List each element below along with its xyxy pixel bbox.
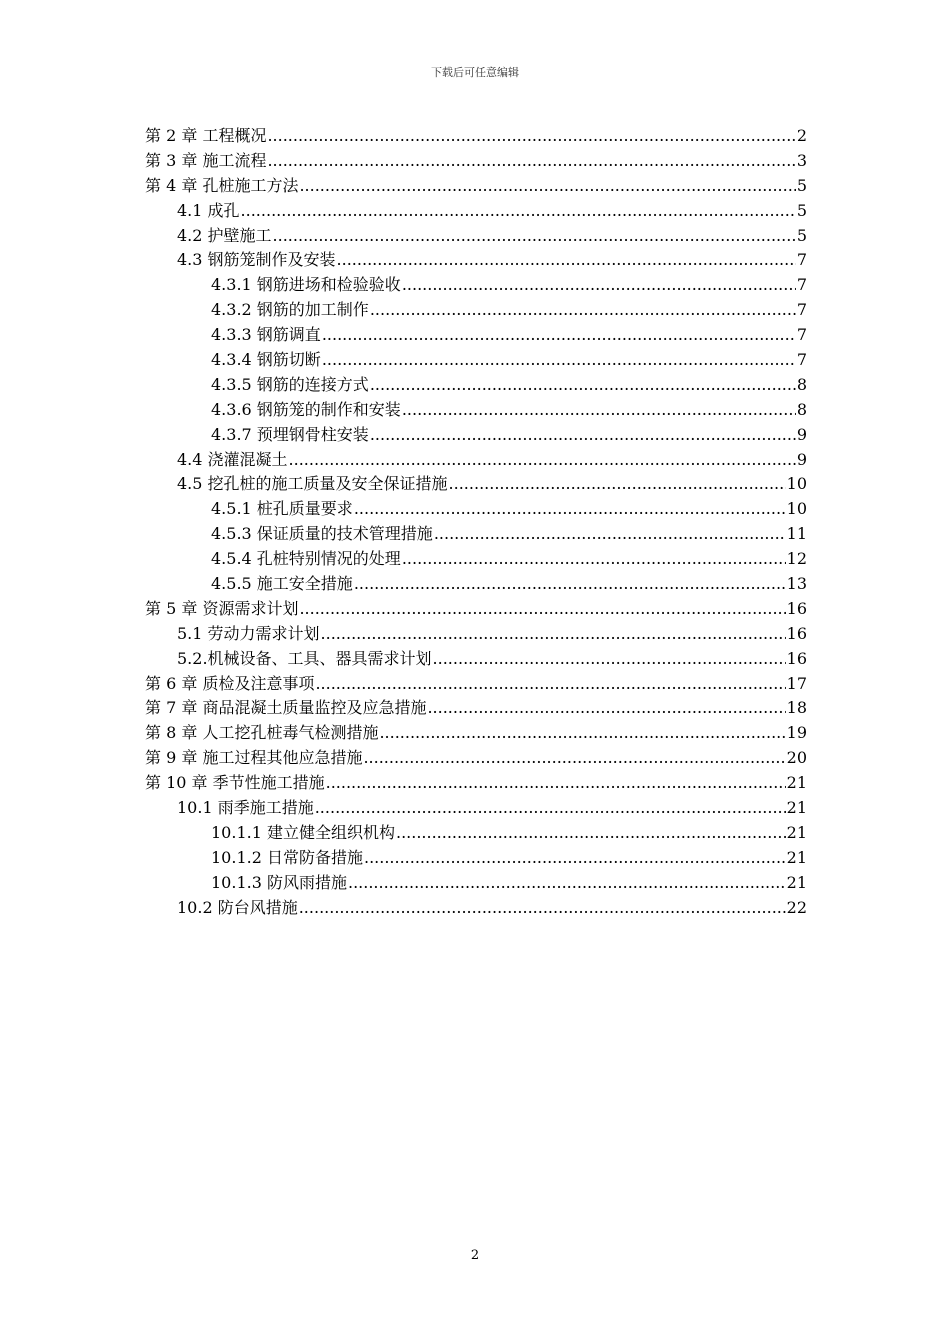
toc-entry[interactable] <box>145 821 807 846</box>
toc-entry-page: 21 <box>786 773 807 793</box>
toc-entry-page: 16 <box>786 648 807 668</box>
toc-leader-dots <box>402 547 786 572</box>
toc-leader-dots <box>370 373 796 398</box>
toc-entry[interactable] <box>145 298 807 323</box>
toc-leader-dots <box>370 298 796 323</box>
toc-entry-page: 21 <box>786 798 807 818</box>
toc-entry-title: 4.3 钢筋笼制作及安装 <box>177 250 336 270</box>
toc-entry-title: 4.5.4 孔桩特别情况的处理 <box>211 549 401 569</box>
toc-entry-title: 第 9 章 施工过程其他应急措施 <box>145 748 363 768</box>
toc-entry-page: 10 <box>786 474 807 494</box>
toc-entry[interactable] <box>145 199 807 224</box>
toc-leader-dots <box>348 871 786 896</box>
toc-leader-dots <box>241 199 796 224</box>
toc-leader-dots <box>315 672 785 697</box>
toc-entry-page: 10 <box>786 499 807 519</box>
toc-entry[interactable] <box>145 771 807 796</box>
toc-entry[interactable] <box>145 174 807 199</box>
toc-entry-page: 9 <box>796 449 807 469</box>
toc-entry[interactable] <box>145 323 807 348</box>
toc-entry[interactable] <box>145 472 807 497</box>
toc-entry[interactable] <box>145 896 807 921</box>
toc-entry-page: 7 <box>796 250 807 270</box>
toc-leader-dots <box>433 647 786 672</box>
toc-entry-title: 第 6 章 质检及注意事项 <box>145 673 315 693</box>
toc-leader-dots <box>363 746 785 771</box>
toc-entry-page: 7 <box>796 300 807 320</box>
toc-entry-title: 10.1.2 日常防备措施 <box>211 847 363 867</box>
toc-entry-title: 第 3 章 施工流程 <box>145 150 267 170</box>
toc-entry-title: 第 4 章 孔桩施工方法 <box>145 175 299 195</box>
toc-entry-page: 11 <box>786 524 807 544</box>
toc-leader-dots <box>326 771 786 796</box>
toc-leader-dots <box>315 796 786 821</box>
toc-entry-title: 4.3.3 钢筋调直 <box>211 325 321 345</box>
toc-entry[interactable] <box>145 672 807 697</box>
toc-entry-page: 21 <box>786 872 807 892</box>
toc-entry[interactable] <box>145 846 807 871</box>
toc-leader-dots <box>299 597 785 622</box>
toc-leader-dots <box>354 572 786 597</box>
toc-entry[interactable] <box>145 572 807 597</box>
toc-entry-title: 第 5 章 资源需求计划 <box>145 598 299 618</box>
toc-entry-page: 13 <box>786 574 807 594</box>
toc-entry-title: 4.3.1 钢筋进场和检验验收 <box>211 275 401 295</box>
toc-leader-dots <box>299 174 795 199</box>
toc-entry-page: 7 <box>796 275 807 295</box>
page-header: 下载后可任意编辑 <box>431 66 519 79</box>
toc-entry[interactable] <box>145 796 807 821</box>
toc-entry-page: 3 <box>796 150 807 170</box>
toc-entry-title: 4.1 成孔 <box>177 200 240 220</box>
toc-entry[interactable] <box>145 149 807 174</box>
toc-entry-title: 4.5 挖孔桩的施工质量及安全保证措施 <box>177 474 448 494</box>
toc-entry-title: 第 7 章 商品混凝土质量监控及应急措施 <box>145 698 427 718</box>
toc-entry[interactable] <box>145 721 807 746</box>
toc-entry[interactable] <box>145 746 807 771</box>
toc-leader-dots <box>354 497 786 522</box>
toc-entry-page: 8 <box>796 374 807 394</box>
toc-entry[interactable] <box>145 448 807 473</box>
toc-entry-title: 第 2 章 工程概况 <box>145 126 267 145</box>
toc-entry[interactable] <box>145 871 807 896</box>
toc-entry-page: 18 <box>786 698 807 718</box>
toc-entry-page: 9 <box>796 424 807 444</box>
toc-leader-dots <box>299 896 786 921</box>
toc-entry-title: 10.2 防台风措施 <box>177 897 298 917</box>
table-of-contents <box>145 124 807 921</box>
toc-leader-dots <box>434 522 786 547</box>
toc-leader-dots <box>402 398 796 423</box>
page-number: 2 <box>470 1248 480 1263</box>
toc-entry-title: 4.3.7 预埋钢骨柱安装 <box>211 424 369 444</box>
toc-leader-dots <box>337 248 796 273</box>
toc-entry[interactable] <box>145 398 807 423</box>
toc-entry-page: 5 <box>796 225 807 245</box>
toc-entry-page: 16 <box>786 598 807 618</box>
toc-entry-title: 4.5.1 桩孔质量要求 <box>211 499 353 519</box>
toc-entry-title: 10.1.3 防风雨措施 <box>211 872 347 892</box>
toc-leader-dots <box>289 448 796 473</box>
toc-leader-dots <box>322 323 796 348</box>
toc-entry-page: 8 <box>796 399 807 419</box>
toc-entry-page: 22 <box>786 897 807 917</box>
toc-entry[interactable] <box>145 273 807 298</box>
toc-entry[interactable] <box>145 124 807 149</box>
toc-leader-dots <box>396 821 786 846</box>
toc-entry-page: 5 <box>796 175 807 195</box>
toc-entry-page: 7 <box>796 325 807 345</box>
toc-entry-title: 4.3.2 钢筋的加工制作 <box>211 300 369 320</box>
toc-entry-title: 10.1 雨季施工措施 <box>177 798 314 818</box>
toc-entry-page: 21 <box>786 822 807 842</box>
toc-entry-title: 4.4 浇灌混凝土 <box>177 449 288 469</box>
toc-entry-page: 5 <box>796 200 807 220</box>
toc-leader-dots <box>322 348 796 373</box>
toc-entry[interactable] <box>145 547 807 572</box>
toc-leader-dots <box>267 124 795 149</box>
toc-entry-title: 4.3.4 钢筋切断 <box>211 350 321 370</box>
toc-leader-dots <box>402 273 796 298</box>
toc-entry[interactable] <box>145 497 807 522</box>
toc-leader-dots <box>273 224 796 249</box>
toc-entry[interactable] <box>145 348 807 373</box>
toc-entry-page: 12 <box>786 549 807 569</box>
toc-entry-title: 第 10 章 季节性施工措施 <box>145 773 325 793</box>
toc-entry-page: 17 <box>786 673 807 693</box>
toc-entry[interactable] <box>145 597 807 622</box>
toc-entry[interactable] <box>145 373 807 398</box>
toc-leader-dots <box>321 622 786 647</box>
toc-entry[interactable] <box>145 224 807 249</box>
toc-entry-page: 20 <box>786 748 807 768</box>
toc-entry[interactable] <box>145 696 807 721</box>
toc-leader-dots <box>379 721 785 746</box>
toc-entry-title: 4.3.6 钢筋笼的制作和安装 <box>211 399 401 419</box>
toc-leader-dots <box>267 149 795 174</box>
toc-entry-page: 21 <box>786 847 807 867</box>
toc-leader-dots <box>449 472 786 497</box>
toc-leader-dots <box>364 846 786 871</box>
toc-entry-title: 4.2 护壁施工 <box>177 225 272 245</box>
toc-entry-page: 7 <box>796 350 807 370</box>
toc-entry[interactable] <box>145 647 807 672</box>
toc-entry-title: 5.1 劳动力需求计划 <box>177 623 320 643</box>
toc-entry[interactable] <box>145 522 807 547</box>
toc-entry-title: 4.3.5 钢筋的连接方式 <box>211 374 369 394</box>
toc-entry[interactable] <box>145 622 807 647</box>
toc-entry[interactable] <box>145 423 807 448</box>
toc-entry-page: 16 <box>786 623 807 643</box>
toc-entry-title: 4.5.3 保证质量的技术管理措施 <box>211 524 433 544</box>
toc-entry-title: 10.1.1 建立健全组织机构 <box>211 822 395 842</box>
toc-entry-page: 19 <box>786 723 807 743</box>
toc-entry-page: 2 <box>796 126 807 145</box>
toc-entry-title: 第 8 章 人工挖孔桩毒气检测措施 <box>145 723 379 743</box>
toc-leader-dots <box>427 696 785 721</box>
toc-entry-title: 5.2.机械设备、工具、器具需求计划 <box>177 648 432 668</box>
toc-entry[interactable] <box>145 248 807 273</box>
toc-entry-title: 4.5.5 施工安全措施 <box>211 574 353 594</box>
toc-leader-dots <box>370 423 796 448</box>
